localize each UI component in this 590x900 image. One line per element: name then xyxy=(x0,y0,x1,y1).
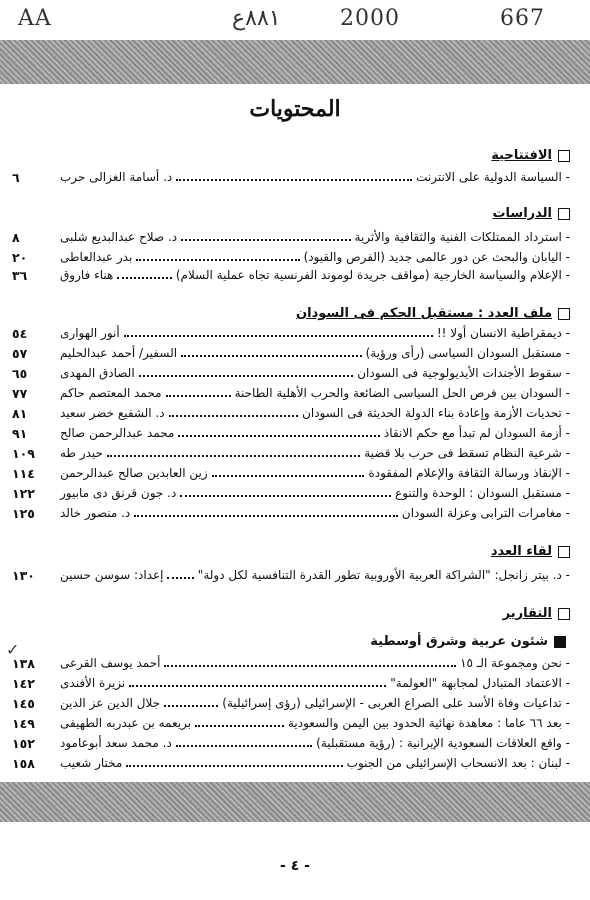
toc-entry[interactable]: ٧٧ - السودان بين فرص الحل السياسى الضائعة والحرب الأهلية الطاحنة محمد المعتصم حاكم xyxy=(12,386,570,401)
checkbox-icon xyxy=(558,308,570,320)
checkbox-icon xyxy=(558,608,570,620)
toc-entry[interactable]: ١٤٩ - بعد ٦٦ عاما : معاهدة نهائية الحدود بين اليمن والسعودية بريعمه بن عبدربه الطهيفى xyxy=(12,716,570,731)
toc-entry[interactable]: ٦٥ - سقوط الأجندات الأيديولوجية فى السودان الصادق المهدى xyxy=(12,366,570,381)
checkbox-icon xyxy=(558,150,570,162)
toc-entry[interactable]: ٦ - السياسة الدولية على الانترنت د. أسامة الغزالى حرب xyxy=(12,170,570,185)
section-meeting-heading: لقاء العدد xyxy=(491,544,570,559)
toc-entry[interactable]: ١٣٠ - د. بيتر زانجل: "الشراكة العربية الأوروبية تطور القدرة التنافسية لكل دولة" إعداد: سوسن حسين xyxy=(12,568,570,583)
page-number: - ٤ - xyxy=(280,858,310,874)
toc-entry[interactable]: ٥٧ - مستقبل السودان السياسى (رأى ورؤية) السفير/ أحمد عبدالحليم xyxy=(12,346,570,361)
toc-entry[interactable]: ٨١ - تحديات الأزمة وإعادة بناء الدولة الحديثة فى السودان د. الشفيع خضر سعيد xyxy=(12,406,570,421)
section-studies-heading: الدراسات xyxy=(492,206,570,221)
toc-entry[interactable]: ٢٠ - اليابان والبحث عن دور عالمى جديد (الفرص والقيود) بدر عبدالعاطى xyxy=(12,250,570,265)
page-title: المحتويات xyxy=(249,96,341,122)
handwritten-note-right: 667 xyxy=(500,6,545,31)
checkbox-icon xyxy=(558,546,570,558)
footer-band xyxy=(0,782,590,822)
section-opening-heading: الافتتاحية xyxy=(491,148,570,163)
toc-entry[interactable]: ٥٤ - ديمقراطية الانسان أولا !! أنور الهوارى xyxy=(12,326,570,341)
handwritten-note-mid2: 2000 xyxy=(340,6,400,31)
toc-entry[interactable]: ١٠٩ - شرعية النظام تسقط فى حرب بلا قضية حيدر طه xyxy=(12,446,570,461)
subsection-arab-heading: شئون عربية وشرق أوسطية xyxy=(370,634,566,649)
toc-entry[interactable]: ١٢٥ - مغامرات الترابى وعزلة السودان د. منصور خالد xyxy=(12,506,570,521)
filled-square-icon xyxy=(554,636,566,648)
handwritten-note-mid1: ٨٨١ع xyxy=(232,6,281,31)
toc-entry[interactable]: ٣٦ - الإعلام والسياسة الخارجية (مواقف جريدة لوموند الفرنسية تجاه عملية السلام) هناء فاروق xyxy=(12,268,570,283)
header-band xyxy=(0,40,590,84)
handwritten-checkmark-icon: ✓ xyxy=(6,640,20,659)
handwritten-note-left: AA xyxy=(18,6,52,31)
toc-entry[interactable]: ١٣٨ - نحن ومجموعة الـ ١٥ أحمد يوسف القرعى xyxy=(12,656,570,671)
toc-entry[interactable]: ١٥٨ - لبنان : بعد الانسحاب الإسرائيلى من الجنوب مختار شعيب xyxy=(12,756,570,771)
checkbox-icon xyxy=(558,208,570,220)
section-file-heading: ملف العدد : مستقبل الحكم فى السودان xyxy=(296,306,570,321)
toc-entry[interactable]: ٩١ - أزمة السودان لم تبدأ مع حكم الانقاذ محمد عبدالرحمن صالح xyxy=(12,426,570,441)
toc-entry[interactable]: ٨ - استرداد الممتلكات الفنية والثقافية والأثرية د. صلاح عبدالبديع شلبى xyxy=(12,230,570,245)
toc-entry[interactable]: ١٤٥ - تداعيات وفاة الأسد على الصراع العربى - الإسرائيلى (رؤى إسرائيلية) جلال الدين عز الدين xyxy=(12,696,570,711)
toc-entry[interactable]: ١١٤ - الإنقاذ ورسالة الثقافة والإعلام المفقودة زين العابدين صالح عبدالرحمن xyxy=(12,466,570,481)
toc-entry[interactable]: ١٥٢ - واقع العلاقات السعودية الإيرانية : (رؤية مستقبلية) د. محمد سعد أبوعامود xyxy=(12,736,570,751)
section-reports-heading: التقارير xyxy=(503,606,570,621)
toc-entry[interactable]: ١٢٢ - مستقبل السودان : الوحدة والتنوع د. جون قرنق دى مابيور xyxy=(12,486,570,501)
toc-entry[interactable]: ١٤٢ - الاعتماد المتبادل لمجابهة "العولمة" نزيرة الأفندى xyxy=(12,676,570,691)
